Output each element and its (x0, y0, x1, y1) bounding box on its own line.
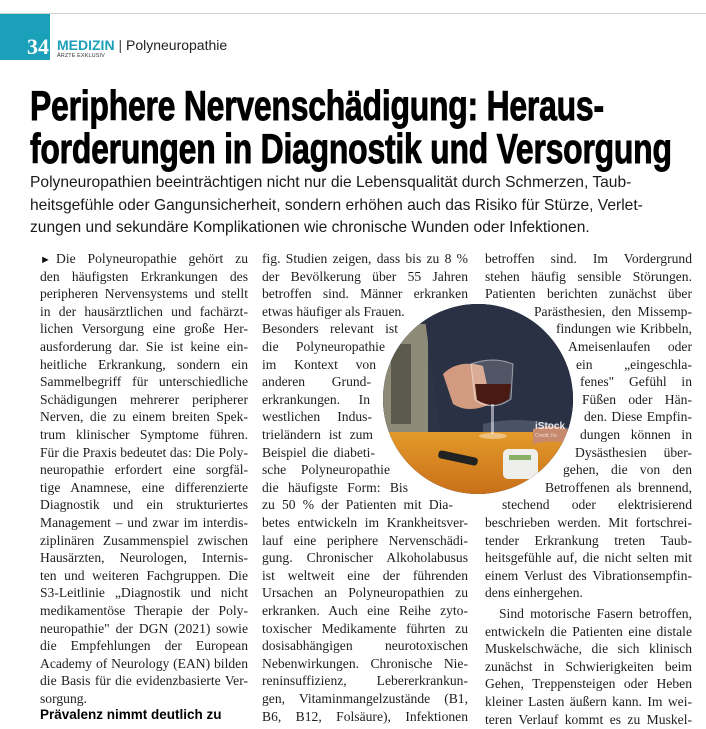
section-topic: Polyneuropathie (125, 37, 228, 53)
article-title (30, 82, 672, 172)
body-line: Nebenwirkungen. Chronische Nie- (262, 655, 468, 671)
body-line: ein „eingeschla- (576, 356, 692, 372)
body-line: fig. Studien zeigen, dass bis zu 8 % (262, 251, 468, 266)
body-line: den häufigsten Erkrankungen des (40, 268, 248, 284)
body-line: neuropathie erfordert eine sorgfäl- (40, 462, 248, 478)
body-line: Ameisenlaufen oder (568, 339, 692, 354)
body-line: findungen wie Kribbeln, (556, 321, 692, 337)
triangle-right-icon: ► (40, 254, 51, 266)
body-line: Hausärzten, Neurologen, Internis- (40, 550, 248, 566)
body-line: betes entwickeln im Krankheitsver- (262, 515, 468, 530)
body-line: tender Erkrankung treten Taub- (485, 532, 692, 548)
body-line: toxischer Medikamente führten zu (262, 620, 468, 636)
body-line: anderen Grund- (262, 374, 371, 390)
body-line: etwas häufiger als Frauen. (262, 303, 405, 319)
body-line: in der hausärztlichen und fachärzt- (40, 303, 248, 319)
section-heading: Prävalenz nimmt deutlich zu (40, 707, 222, 722)
body-line: neuropathie" der DGN (2021) sowie (40, 620, 248, 636)
section-separator: | (118, 37, 123, 53)
section-label: MEDIZIN (57, 37, 115, 53)
body-line: im Kontext von (262, 356, 376, 372)
body-line: Besonders relevant ist (262, 321, 398, 337)
body-line: westlichen Indus- (262, 409, 372, 425)
body-line: ten und weiteren Fachgruppen. Die (40, 567, 248, 583)
body-line: Gehen, Treppensteigen oder Heben (485, 676, 692, 692)
body-line: erkranken. Auch eine Reihe zyto- (262, 603, 468, 618)
body-line: teren Verlauf kommt es zu Muskel- (485, 711, 692, 727)
body-line: fenes" Gefühl in (580, 374, 692, 390)
article-photo (383, 304, 573, 494)
body-line: trum klinischer Symptome führen. (40, 427, 248, 442)
body-line: die Empfehlungen der European (40, 638, 248, 654)
body-line: heitsgefühle auf, die nicht selten mit (485, 550, 692, 566)
body-line: betroffen sind. Im Vordergrund (485, 251, 692, 266)
body-line: heitliche Erkrankung, sondern ein (40, 356, 248, 372)
body-line: peripheren Nervensystems und stellt (40, 286, 248, 302)
body-line: lichen Versorgung eine große Her- (40, 321, 248, 337)
body-line: dosisabhängigen neurotoxischen (262, 638, 468, 654)
body-line: tige Anamnese, eine differenzierte (40, 479, 248, 495)
body-line: stechend oder elektrisierend (502, 497, 692, 513)
body-line: Die Polyneuropathie gehört zu (56, 251, 248, 266)
body-line: einem Verlust des Vibrationsempfin- (485, 567, 692, 583)
page-number: 34 (27, 34, 49, 59)
body-line: entwickeln die Patienten eine distale (485, 623, 692, 639)
subtitle-line: heitsgefühle oder Gangunsicherheit, sondern erhöhen auch das Risiko für Stürze, Verlet- (30, 196, 643, 214)
body-line: die Basis für die evidenzbasierte Ver- (40, 673, 248, 689)
title-line: Periphere Nervenschädigung: Heraus- (30, 82, 604, 129)
title-line: forderungen in Diagnostik und Versorgung (30, 125, 672, 172)
body-line: der Bevölkerung über 55 Jahren (262, 268, 468, 284)
body-line: B6, B12, Folsäure), Infektionen (262, 708, 468, 724)
body-line: Sind motorische Fasern betroffen, (499, 606, 692, 621)
body-line: Beispiel die diabeti- (262, 444, 375, 460)
body-line: betroffen sind. Männer erkranken (262, 286, 468, 302)
body-line: Füßen oder Hän- (582, 391, 692, 407)
body-line: gen, Vitaminmangelzustände (B1, (262, 691, 468, 706)
body-line: zunächst in Schwierigkeiten beim (485, 658, 692, 674)
body-line: sorgung. (40, 691, 87, 706)
body-line: ist weltweit eine der führenden (262, 567, 468, 583)
body-line: ziplinären Zusammenspiel zwischen (40, 532, 248, 548)
body-line: Nerven, die zu einem breiten Spek- (40, 409, 248, 425)
body-line: Schädigungen mehrerer peripherer (40, 391, 248, 407)
article-subtitle (30, 172, 670, 240)
body-line: lauf eine periphere Nervenschädi- (262, 532, 468, 548)
body-line: zu 50 % der Patienten mit Dia- (262, 497, 453, 513)
body-line: trieländern ist zum (262, 427, 373, 442)
body-line: stehen häufig sensible Störungen. (485, 268, 692, 284)
body-line: die häufigste Form: Bis (262, 479, 408, 495)
body-line: Management – und zwar im interdis- (40, 515, 248, 530)
body-line: Parästhesien, den Missemp- (534, 303, 692, 319)
body-line: die Polyneuropathie (262, 339, 385, 354)
body-line: gung. Chronischer Alkoholabusus (262, 550, 468, 566)
body-line: erkrankungen. In (262, 391, 370, 407)
body-line: Dysästhesien über- (575, 444, 692, 460)
subtitle-line: zungen und sekundäre Komplikationen wie chronische Wunden oder Infektionen. (30, 219, 590, 237)
body-line: Für die Praxis bedeutet das: Die Poly- (40, 444, 248, 460)
section-header (57, 36, 227, 54)
body-line: Patienten berichten zunächst über (485, 286, 692, 302)
body-line: dens einhergehen. (485, 585, 583, 601)
body-line: S3-Leitlinie „Diagnostik und nicht (40, 585, 248, 601)
body-line: beschrieben werden. Mit fortschrei- (485, 515, 692, 530)
body-line: medikamentöse Therapie der Poly- (40, 603, 248, 618)
body-line: Ursachen an Polyneuropathien zu (262, 585, 468, 601)
subtitle-line: Polyneuropathien beeinträchtigen nicht nur die Lebensqualität durch Schmerzen, Taub- (30, 174, 632, 191)
header-rule (0, 13, 706, 14)
body-line: Diagnostik und ein strukturiertes (40, 497, 248, 513)
photo-credit: Credit: Fe (535, 433, 557, 439)
photo-watermark: iStock (535, 421, 566, 432)
body-line: den. Diese Empfin- (584, 409, 692, 425)
photo-illustration (383, 304, 573, 494)
body-line: Betroffenen als brennend, (545, 479, 692, 495)
body-line: Academy of Neurology (EAN) bilden (40, 655, 248, 671)
publication-name: ÄRZTE EXKLUSIV (57, 53, 105, 59)
body-line: dungen können in (580, 427, 692, 442)
body-line: kleiner Lasten äußern kann. Im wei- (485, 694, 692, 709)
body-line: reninsuffizienz, Lebererkrankun- (262, 673, 468, 689)
body-line: Muskelschwäche, die sich klinisch (485, 641, 692, 657)
body-line: Sammelbegriff für unterschiedliche (40, 374, 248, 390)
body-line: gehen, die von den (563, 462, 692, 478)
body-line: sche Polyneuropathie (262, 462, 390, 478)
body-line: ausforderung dar. Sie ist keine ein- (40, 339, 248, 354)
